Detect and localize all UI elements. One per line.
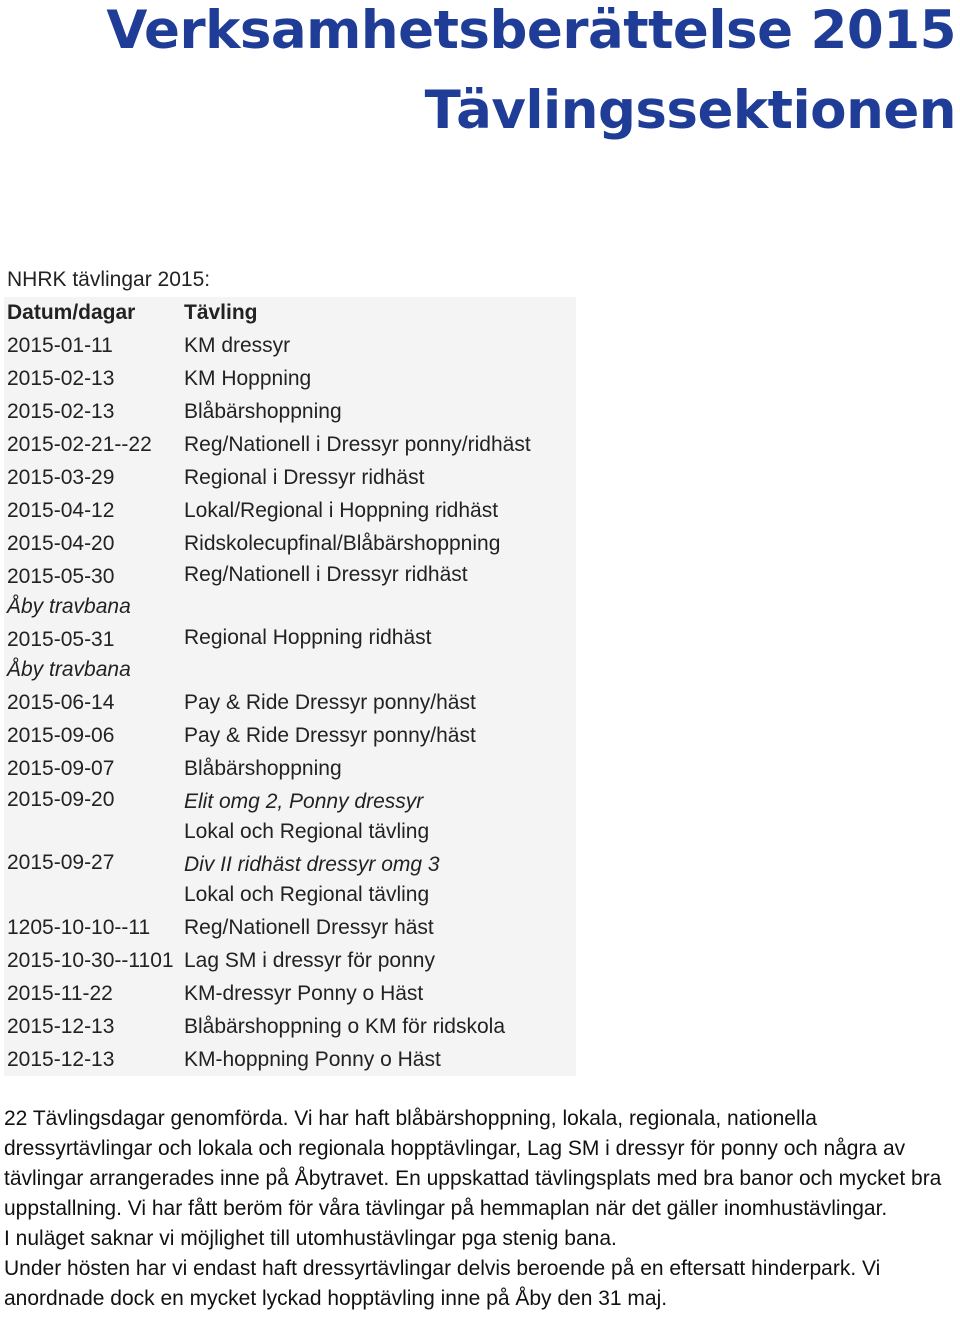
row-date-cell [4,785,184,848]
row-date: 2015-11-22 [7,981,113,1005]
row-date: 2015-04-12 [7,498,115,522]
row-event: Reg/Nationell i Dressyr ponny/ridhäst [184,432,531,456]
row-date: 2015-09-27 [7,851,115,874]
table-row [4,911,576,944]
table-row [4,527,576,560]
row-event-cell [184,785,576,848]
row-date: 2015-09-07 [7,756,115,780]
document-title: Verksamhetsberättelse 2015 [106,0,956,61]
row-event: Lokal/Regional i Hoppning ridhäst [184,498,499,522]
row-date: 2015-12-13 [7,1047,115,1071]
table-row [4,329,576,362]
row-event: Regional Hoppning ridhäst [184,626,432,649]
summary-paragraph: I nuläget saknar vi möjlighet till utomhustävlingar pga stenig bana. [4,1227,617,1250]
table-row [4,686,576,719]
row-date-note: Åby travbana [7,594,131,618]
row-date: 2015-05-31 [7,627,115,651]
summary-paragraph: 22 Tävlingsdagar genomförda. Vi har haft blåbärshoppning, lokala, regionala, nationella dressyrtävlingar och lokala och regionala hopptävlingar, Lag SM i dressyr för ponny och några av tävlingar arrangerades inne på Åbytravet. En uppskattad tävlingsplats med bra banor och mycket bra uppstallning. Vi har fått beröm för våra tävlingar på hemmaplan när det gäller inomhustävlingar. [4,1107,942,1220]
table-row [4,362,576,395]
row-event: Blåbärshoppning [184,399,342,423]
row-event: KM dressyr [184,333,291,357]
row-date: 2015-10-30--1101 [7,948,174,972]
row-date: 2015-05-30 [7,564,115,588]
row-event: Pay & Ride Dressyr ponny/häst [184,723,476,747]
table-row [4,395,576,428]
row-event: KM-dressyr Ponny o Häst [184,981,424,1005]
competition-table [4,297,576,1076]
table-row [4,560,576,623]
row-event-cell [184,848,576,911]
row-date: 2015-06-14 [7,690,115,714]
row-event: Lokal och Regional tävling [184,819,430,843]
row-event: Blåbärshoppning o KM för ridskola [184,1014,506,1038]
table-row [4,1010,576,1043]
row-event: Blåbärshoppning [184,756,342,780]
row-event: Reg/Nationell Dressyr häst [184,915,434,939]
row-event: KM Hoppning [184,366,312,390]
row-date: 2015-09-06 [7,723,115,747]
row-date: 2015-02-13 [7,366,115,390]
table-header-row [4,297,576,329]
row-event: Reg/Nationell i Dressyr ridhäst [184,563,468,586]
row-date: 2015-09-20 [7,788,115,811]
document-subtitle: Tävlingssektionen [424,80,956,141]
row-event: Ridskolecupfinal/Blåbärshoppning [184,531,501,555]
row-event-italic: Elit omg 2, Ponny dressyr [184,789,424,813]
row-date-cell [4,848,184,911]
row-event: Regional i Dressyr ridhäst [184,465,425,489]
row-date: 2015-04-20 [7,531,115,555]
row-event-cell [184,623,576,686]
row-event-italic: Div II ridhäst dressyr omg 3 [184,852,440,876]
row-event: Pay & Ride Dressyr ponny/häst [184,690,476,714]
row-date-cell [4,623,184,686]
table-row [4,623,576,686]
table-row [4,944,576,977]
table-intro: NHRK tävlingar 2015: [7,268,211,291]
row-date: 1205-10-10--11 [7,915,151,939]
table-row [4,752,576,785]
row-event: KM-hoppning Ponny o Häst [184,1047,441,1071]
summary-text [4,1104,958,1314]
row-date-note: Åby travbana [7,657,131,681]
summary-paragraph: Under hösten har vi endast haft dressyrtävlingar delvis beroende på en eftersatt hinderpark. Vi anordnade dock en mycket lyckad hopptävling inne på Åby den 31 maj. [4,1257,881,1310]
table-row [4,785,576,848]
table-row [4,1043,576,1076]
table-row [4,977,576,1010]
row-date: 2015-12-13 [7,1014,115,1038]
row-date: 2015-02-21--22 [7,432,152,456]
header-date: Datum/dagar [7,301,136,324]
row-date: 2015-03-29 [7,465,115,489]
row-date: 2015-02-13 [7,399,115,423]
table-row [4,848,576,911]
header-event: Tävling [184,301,258,324]
row-event: Lokal och Regional tävling [184,882,430,906]
row-event-cell [184,560,576,623]
table-row [4,494,576,527]
table-row [4,428,576,461]
row-date-cell [4,560,184,623]
table-row [4,461,576,494]
row-event: Lag SM i dressyr för ponny [184,948,435,972]
table-row [4,719,576,752]
row-date: 2015-01-11 [7,333,113,357]
